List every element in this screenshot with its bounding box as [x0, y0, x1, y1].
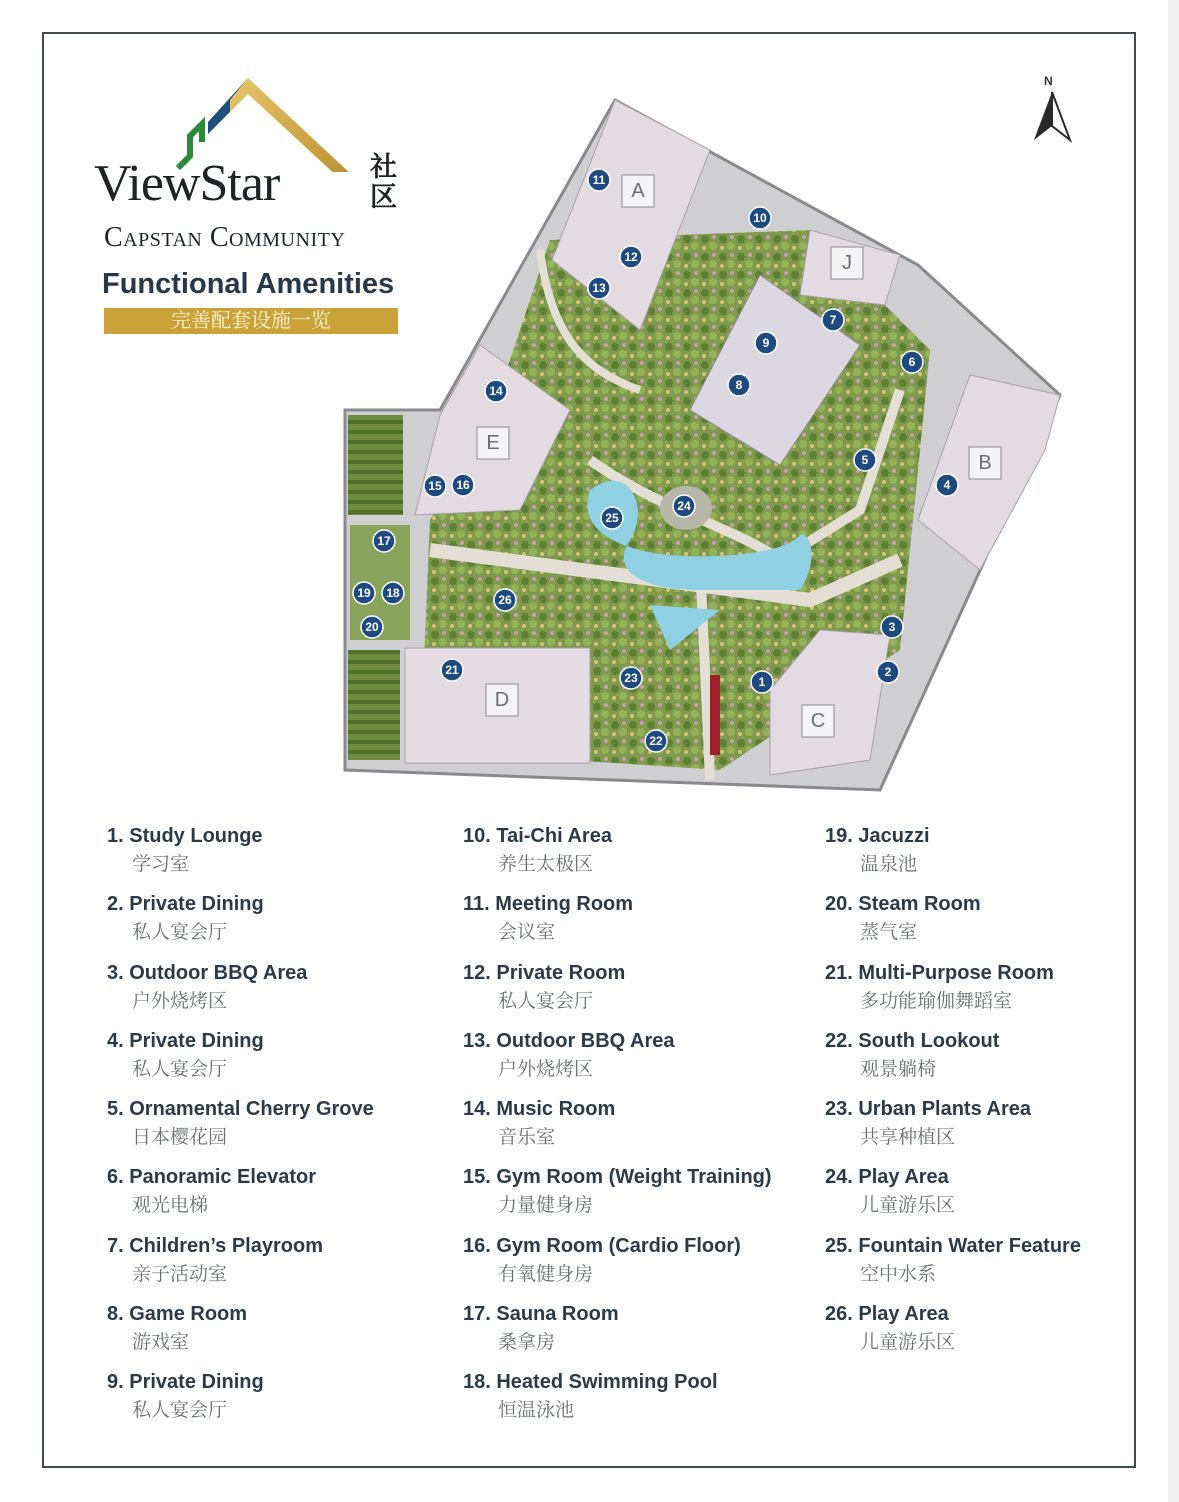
legend-item-chinese: 私人宴会厅 [132, 922, 228, 944]
legend-item-english: 3. Outdoor BBQ Area [107, 961, 308, 984]
amenity-marker-label: 20 [365, 620, 379, 634]
legend-item-english: 4. Private Dining [107, 1029, 264, 1052]
legend-item-english: 19. Jacuzzi [825, 825, 930, 847]
amenity-marker-2 [877, 661, 899, 683]
legend-item-english: 22. South Lookout [825, 1029, 1000, 1052]
amenity-marker-label: 16 [456, 478, 470, 492]
community-name: Capstan Community [104, 222, 346, 253]
legend-item [107, 1095, 467, 1163]
amenity-marker-6 [901, 351, 923, 373]
legend-item [463, 959, 823, 1027]
garden-strip-north [348, 415, 403, 515]
legend-item-chinese: 音乐室 [498, 1127, 556, 1149]
legend-item [825, 1095, 1179, 1163]
amenity-marker-label: 1 [758, 675, 766, 689]
amenity-marker-4 [936, 474, 958, 496]
legend-item-english: 11. Meeting Room [463, 893, 634, 916]
amenity-marker-label: 10 [753, 211, 767, 225]
legend-item-chinese: 桑拿房 [498, 1332, 556, 1354]
amenity-marker-17 [373, 530, 395, 552]
amenity-marker-label: 14 [489, 384, 503, 398]
legend-item-english: 21. Multi-Purpose Room [825, 961, 1054, 984]
amenity-marker-label: 25 [605, 511, 619, 525]
building-label-a [622, 175, 654, 207]
amenity-marker-26 [494, 589, 516, 611]
legend-item-chinese: 空中水系 [860, 1263, 937, 1285]
legend-item-english: 15. Gym Room (Weight Training) [463, 1166, 772, 1189]
building-label-c [802, 705, 834, 737]
legend-item [463, 890, 823, 958]
amenity-marker-24 [673, 495, 695, 517]
legend-item [463, 1232, 823, 1300]
legend-item-english: 7. Children’s Playroom [107, 1234, 323, 1257]
legend-item-chinese: 多功能瑜伽舞蹈室 [860, 990, 1013, 1012]
legend-column-3 [825, 822, 1179, 1368]
amenity-marker-label: 26 [498, 593, 512, 607]
legend-item [107, 1027, 467, 1095]
amenity-marker-label: 11 [592, 173, 606, 187]
amenity-marker-label: 12 [624, 250, 638, 264]
brand-chinese: 社区 [370, 152, 397, 212]
svg-text:C: C [810, 710, 826, 732]
amenity-marker-label: 18 [386, 586, 400, 600]
legend-item-chinese: 私人宴会厅 [132, 1058, 228, 1080]
page-title: Functional Amenities [102, 268, 395, 300]
amenity-marker-19 [353, 582, 375, 604]
amenity-marker-label: 4 [943, 478, 951, 492]
legend-item-chinese: 会议室 [498, 922, 556, 944]
legend-item-chinese: 儿童游乐区 [860, 1195, 956, 1217]
amenity-marker-15 [424, 475, 446, 497]
legend-item-chinese: 户外烧烤区 [132, 990, 228, 1012]
legend-item-english: 6. Panoramic Elevator [107, 1166, 316, 1189]
legend-item [107, 890, 467, 958]
svg-text:E: E [486, 432, 500, 454]
legend-item-chinese: 恒温泳池 [498, 1400, 575, 1422]
legend-item [463, 1368, 823, 1436]
legend-item [107, 1232, 467, 1300]
legend-item [463, 1300, 823, 1368]
legend-item [463, 1163, 823, 1231]
legend-item-english: 23. Urban Plants Area [825, 1098, 1032, 1121]
legend-item [825, 890, 1179, 958]
legend-item [825, 1163, 1179, 1231]
red-wall [710, 675, 720, 755]
legend-item-english: 5. Ornamental Cherry Grove [107, 1098, 374, 1121]
amenity-marker-18 [382, 582, 404, 604]
amenity-marker-12 [620, 246, 642, 268]
svg-text:D: D [494, 689, 510, 711]
amenity-marker-20 [361, 616, 383, 638]
amenity-marker-label: 2 [884, 665, 892, 679]
legend-item-chinese: 观景躺椅 [860, 1058, 937, 1080]
legend-item-english: 18. Heated Swimming Pool [463, 1371, 718, 1394]
legend-item-chinese: 学习室 [132, 854, 190, 875]
svg-text:J: J [842, 252, 852, 274]
legend-item-english: 24. Play Area [825, 1166, 949, 1189]
legend-item-chinese: 亲子活动室 [132, 1263, 228, 1285]
legend-item [825, 1027, 1179, 1095]
amenity-marker-label: 17 [377, 534, 391, 548]
legend-item-chinese: 蒸气室 [860, 922, 918, 944]
legend-item-chinese: 温泉池 [860, 854, 918, 875]
amenity-marker-label: 15 [428, 479, 442, 493]
legend-item-english: 13. Outdoor BBQ Area [463, 1029, 675, 1052]
legend-item-chinese: 力量健身房 [498, 1195, 594, 1217]
amenity-marker-label: 6 [908, 355, 916, 369]
legend-item-english: 8. Game Room [107, 1303, 248, 1326]
legend-item [463, 1095, 823, 1163]
svg-text:B: B [978, 452, 992, 474]
legend-item-english: 14. Music Room [463, 1098, 616, 1121]
legend-item-english: 10. Tai-Chi Area [463, 825, 612, 847]
legend-item-english: 25. Fountain Water Feature [825, 1234, 1081, 1257]
amenity-marker-14 [485, 380, 507, 402]
legend-item-english: 17. Sauna Room [463, 1303, 619, 1326]
legend-item-chinese: 户外烧烤区 [498, 1058, 594, 1080]
amenity-marker-16 [452, 474, 474, 496]
legend-item-chinese: 观光电梯 [132, 1195, 209, 1217]
legend-item [825, 822, 1179, 890]
building-label-b [969, 447, 1001, 479]
legend-item-english: 16. Gym Room (Cardio Floor) [463, 1234, 741, 1257]
brand-name: ViewStar [94, 155, 280, 212]
amenity-marker-3 [881, 616, 903, 638]
legend-item-english: 26. Play Area [825, 1303, 949, 1326]
amenity-marker-13 [588, 277, 610, 299]
amenity-marker-label: 13 [592, 281, 606, 295]
legend-item [107, 1300, 467, 1368]
amenity-marker-8 [728, 374, 750, 396]
legend-item [107, 959, 467, 1027]
amenity-marker-label: 23 [624, 671, 638, 685]
legend-item-chinese: 私人宴会厅 [498, 990, 594, 1012]
svg-text:A: A [631, 180, 645, 202]
amenity-marker-label: 5 [861, 453, 869, 467]
legend-item [825, 959, 1179, 1027]
legend-item [463, 1027, 823, 1095]
amenity-marker-label: 19 [357, 586, 371, 600]
legend-column-1 [107, 822, 467, 1437]
amenity-marker-label: 8 [735, 378, 743, 392]
legend-item-chinese: 共享种植区 [860, 1127, 956, 1149]
legend-item-english: 12. Private Room [463, 961, 626, 984]
amenity-marker-label: 9 [762, 336, 770, 350]
legend-item [107, 1163, 467, 1231]
amenity-marker-10 [749, 207, 771, 229]
site-plan-map [340, 90, 1100, 800]
legend-item-chinese: 日本樱花园 [132, 1127, 228, 1149]
legend-item [107, 1368, 467, 1436]
page-subtitle: 完善配套设施一览 [104, 308, 398, 334]
building-label-d [486, 684, 518, 716]
legend-item [825, 1300, 1179, 1368]
amenity-marker-label: 21 [445, 663, 459, 677]
legend-item-chinese: 游戏室 [132, 1332, 190, 1354]
legend-item [463, 822, 823, 890]
amenity-marker-5 [854, 449, 876, 471]
amenity-marker-7 [822, 309, 844, 331]
amenity-marker-label: 3 [888, 620, 896, 634]
amenity-marker-11 [588, 169, 610, 191]
amenity-marker-label: 24 [677, 499, 691, 513]
legend-column-2 [463, 822, 823, 1437]
legend-item-english: 20. Steam Room [825, 893, 981, 916]
legend-item-chinese: 儿童游乐区 [860, 1332, 956, 1354]
amenity-marker-21 [441, 659, 463, 681]
north-label: N [1044, 74, 1053, 88]
amenity-marker-25 [601, 507, 623, 529]
legend-item [107, 822, 467, 890]
garden-strip-south [348, 650, 400, 760]
legend-item-english: 1. Study Lounge [107, 825, 263, 847]
legend-item-chinese: 私人宴会厅 [132, 1400, 228, 1422]
amenity-marker-22 [645, 730, 667, 752]
legend-item-english: 9. Private Dining [107, 1371, 264, 1394]
amenity-marker-1 [751, 671, 773, 693]
building-label-e [477, 427, 509, 459]
legend-item-chinese: 有氧健身房 [498, 1263, 594, 1285]
legend-item-english: 2. Private Dining [107, 893, 264, 916]
amenity-marker-label: 7 [829, 313, 837, 327]
amenity-marker-9 [755, 332, 777, 354]
building-label-j [831, 247, 863, 279]
amenity-marker-23 [620, 667, 642, 689]
amenity-marker-label: 22 [649, 734, 663, 748]
legend-item [825, 1232, 1179, 1300]
legend-item-chinese: 养生太极区 [498, 854, 594, 875]
